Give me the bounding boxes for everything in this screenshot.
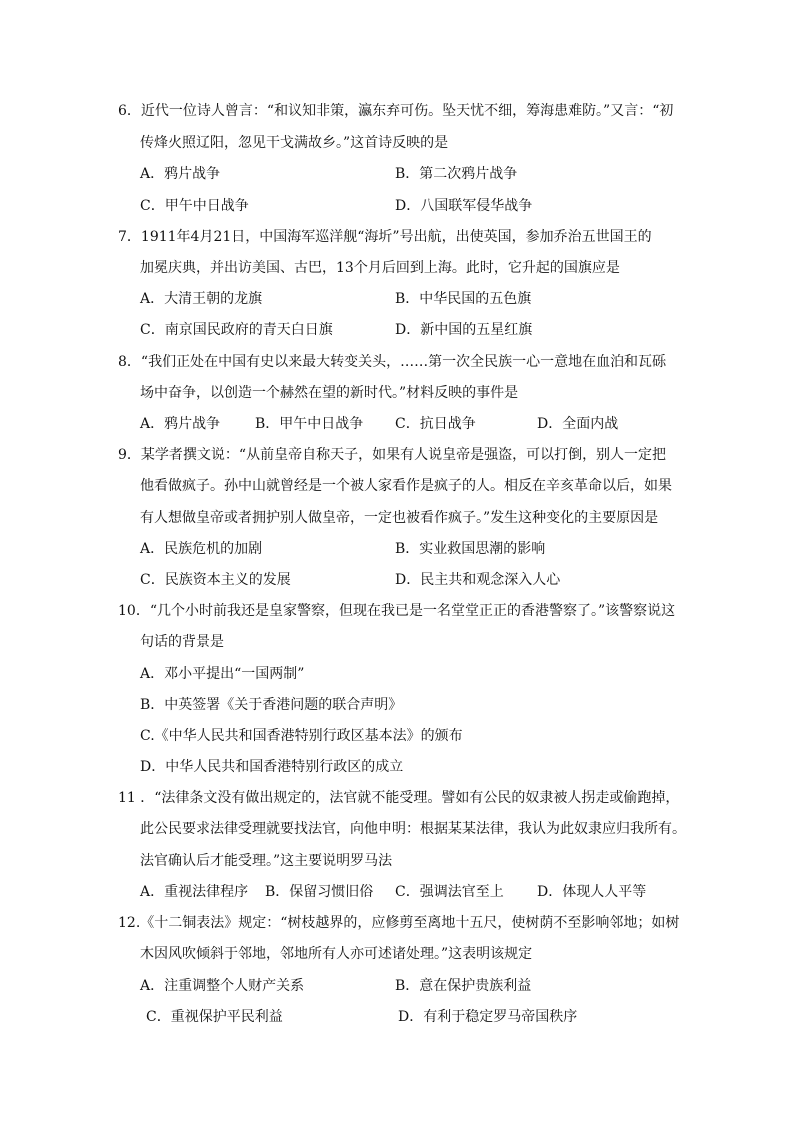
question-7-line-1: 7．1911年4月21日，中国海军巡洋舰“海圻”号出航，出使英国，参加乔治五世国王的 [118,229,652,245]
question-8-option-d: D．全面内战 [537,416,619,432]
question-9-line-3: 有人想做皇帝或者拥护别人做皇帝，一定也被看作疯子。”发生这种变化的主要原因是 [140,510,659,526]
question-11-line-2: 此公民要求法律受理就要找法官，向他申明：根据某某法律，我认为此奴隶应归我所有。 [140,821,686,837]
question-8-option-a: A．鸦片战争 [140,416,221,432]
question-9-line-2: 他看做疯子。孙中山就曾经是一个被人家看作是疯子的人。相反在辛亥革命以后，如果 [140,478,672,494]
question-10-option-c: C.《中华人民共和国香港特别行政区基本法》的颁布 [140,728,463,744]
question-8-line-2: 场中奋争，以创造一个赫然在望的新时代。”材料反映的事件是 [140,385,519,401]
question-12-option-c: C．重视保护平民利益 [146,1009,283,1025]
question-7-option-c: C．南京国民政府的青天白日旗 [140,322,333,338]
question-11-option-a: A．重视法律程序 [140,884,249,900]
question-11-option-b: B．保留习惯旧俗 [265,884,374,900]
question-7-option-d: D．新中国的五星红旗 [395,322,533,338]
question-10-option-d: D．中华人民共和国香港特别行政区的成立 [140,759,404,775]
question-10-option-b: B．中英签署《关于香港问题的联合声明》 [140,697,403,713]
question-12-line-2: 木因风吹倾斜于邻地，邻地所有人亦可述诸处理。”这表明该规定 [140,946,533,962]
question-9-option-b: B．实业救国思潮的影响 [395,541,546,557]
question-12-option-a: A．注重调整个人财产关系 [140,978,305,994]
question-9-line-1: 9．某学者撰文说：“从前皇帝自称天子，如果有人说皇帝是强盗，可以打倒，别人一定把 [118,447,667,463]
question-9-option-d: D．民主共和观念深入人心 [395,572,561,588]
question-10-line-1: 10．“几个小时前我还是皇家警察，但现在我已是一名堂堂正正的香港警察了。”该警察说这 [118,603,676,619]
question-12-line-1: 12.《十二铜表法》规定：“树枝越界的，应修剪至离地十五尺，使树荫不至影响邻地；如树 [118,915,680,931]
question-9-option-a: A．民族危机的加剧 [140,541,263,557]
question-11-option-c: C．强调法官至上 [395,884,504,900]
question-8-line-1: 8．“我们正处在中国有史以来最大转变关头，……第一次全民族一心一意地在血泊和瓦砾 [118,354,667,370]
question-10-line-2: 句话的背景是 [140,634,224,650]
question-11-option-d: D．体现人人平等 [537,884,647,900]
question-8-option-c: C．抗日战争 [395,416,476,432]
question-11-line-3: 法官确认后才能受理。”这主要说明罗马法 [140,853,393,869]
question-8-option-b: B．甲午中日战争 [255,416,364,432]
question-6-option-d: D．八国联军侵华战争 [395,198,533,214]
question-6-option-c: C．甲午中日战争 [140,198,249,214]
question-7-line-2: 加冕庆典，并出访美国、古巴，13个月后回到上海。此时，它升起的国旗应是 [140,260,620,276]
question-6-line-2: 传烽火照辽阳，忽见干戈满故乡。”这首诗反映的是 [140,135,449,151]
question-9-option-c: C．民族资本主义的发展 [140,572,291,588]
question-7-option-b: B．中华民国的五色旗 [395,291,532,307]
question-11-line-1: 11 ．“法律条文没有做出规定的，法官就不能受理。譬如有公民的奴隶被人拐走或偷跑掉， [118,790,680,806]
question-10-option-a: A．邓小平提出“一国两制” [140,666,305,682]
question-7-option-a: A．大清王朝的龙旗 [140,291,263,307]
question-6-option-a: A．鸦片战争 [140,166,221,182]
question-6-line-1: 6．近代一位诗人曾言：“和议知非策，瀛东弃可伤。坠天忧不细，筹海患难防。”又言：“初 [118,103,674,119]
question-12-option-b: B．意在保护贵族利益 [395,978,532,994]
question-12-option-d: D．有利于稳定罗马帝国秩序 [398,1009,578,1025]
question-6-option-b: B．第二次鸦片战争 [395,166,518,182]
